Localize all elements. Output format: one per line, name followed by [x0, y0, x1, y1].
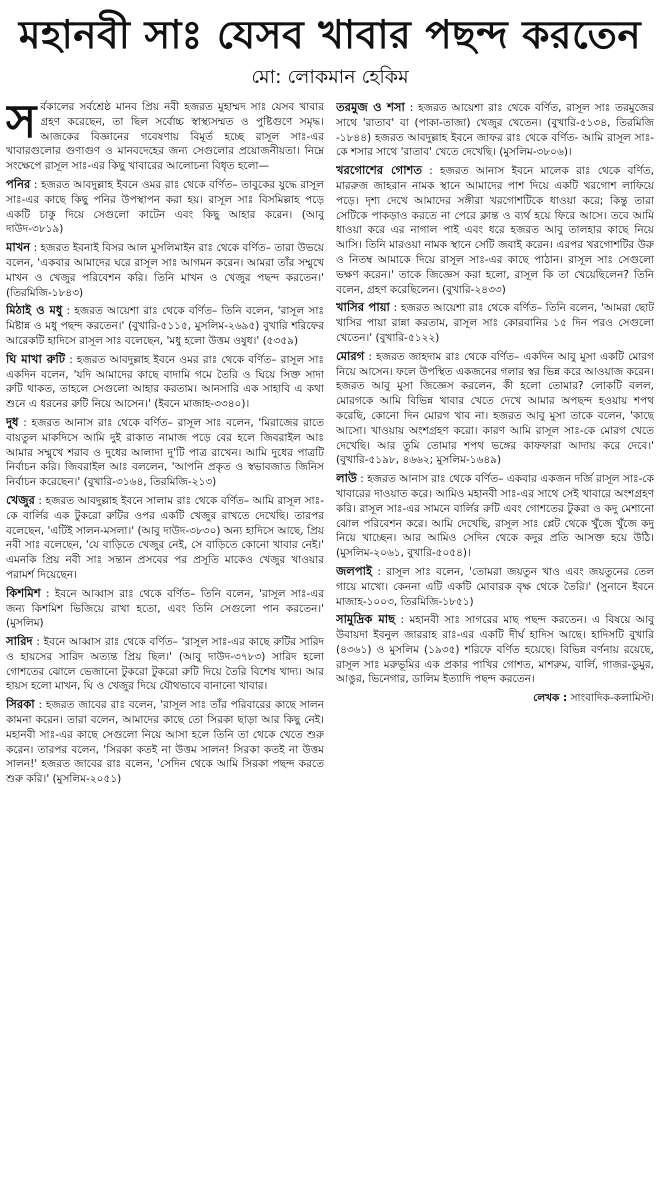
section-olive: জলপাই : রাসূল সাঃ বলেন, 'তোমরা জয়তুন খাও এবং জয়তুনের তেল গায়ে মাখো। কেননা এটি একটি মোবারক বৃক্ষ থেকে তৈরি।' (সুনানে ইবনে মাজাহ-১০০৩, তিরমিজি-১৮৫১): [336, 563, 654, 608]
section-heading: মিঠাই ও মধু: [6, 303, 63, 318]
intro-paragraph: [6, 100, 324, 174]
column-left: [6, 100, 324, 1194]
section-body: হজরত আয়েশা রাঃ থেকে বর্ণিত– তিনি বলেন, 'রাসূল সাঃ মিষ্টান্ন ও মধু পছন্দ করতেন।' (বুখারি-৫১১৫, মুসলিম-২৬৯৫) বুখারি শরিফের আরেকটি হাদিসে রাসূল সাঃ বলেছেন, 'মধু হলো উত্তম ওষুধ।' (৫৩৫৯): [6, 305, 324, 347]
section-body: হজরত ইবনাই বিসর আল মুসলিমাইন রাঃ থেকে বর্ণিত– তারা উভয়ে বলেন, 'একবার আমাদের ঘরে রাসূল সাঃ আগমন করেন। আমরা তাঁর সম্মুখে মাখন ও খেজুর পরিবেশন করি। তিনি মাখন ও খেজুর পছন্দ করতেন।' (তিরমিজি-১৮৪৩): [6, 242, 324, 299]
section-body: হজরত আয়েশা রাঃ থেকে বর্ণিত– তিনি বলেন, 'আমরা ছোট খাসির পায়া রান্না করতাম, রাসূল সাঃ কোরবানির ১৫ দিন পরও সেগুলো খেতেন।' (বুখারি-৫১২২): [336, 302, 654, 344]
section-heading: জলপাই: [336, 563, 372, 578]
section-paneer: পনির : হজরত আবদুল্লাহ ইবনে ওমর রাঃ থেকে বর্ণিত– তাবুকের যুদ্ধে রাসূল সাঃ-এর কাছে কিছু পনির উপস্থাপন করা হয়। রাসূল সাঃ বিসমিল্লাহ পড়ে একটি চাকু দিয়ে সেগুলো কাটেন এবং কিছু আহার করেন। (আবু দাউদ-৩৮১৯): [6, 176, 324, 236]
section-chicken: মোরগ : হজরত জাহদাম রাঃ থেকে বর্ণিত– একদিন আবু মুসা একটি মোরগ নিয়ে আসেন। ফলে উপস্থিত একজনের গলার স্বর ভিন্ন করে আওয়াজ করেন। হজরত আবু মুসা জিজ্ঞেস করলেন, কী হলো তোমার? লোকটি বলল, মোরগকে আমি বিভিন্ন খাবার খেতে দেখে আমার অপছন্দ হওয়ায় শপথ করেছি, কোনো দিন মোরগ খাব না। হজরত আবু মুসা তাকে বলেন, 'কাছে আসো। খাওয়ায় অংশগ্রহণ করো। কারণ আমি রাসূল সাঃ-কে মোরগ খেতে দেখেছি। আর তুমি তোমার শপথ ভঙ্গের কাফফারা আদায় করে দেবে।' (বুখারি-৫১৯৮, ৪৬৬২; মুসলিম-১৬৪৯): [336, 348, 654, 467]
section-goat-trotters: খাসির পায়া : হজরত আয়েশা রাঃ থেকে বর্ণিত– তিনি বলেন, 'আমরা ছোট খাসির পায়া রান্না করতাম, রাসূল সাঃ কোরবানির ১৫ দিন পরও সেগুলো খেতেন।' (বুখারি-৫১২২): [336, 300, 654, 344]
section-heading: কিশমিশ: [6, 585, 41, 600]
section-heading: খরগোশের গোশত: [336, 163, 422, 178]
intro-text: র্বকালের সর্বশ্রেষ্ঠ মানব প্রিয় নবী হজরত মুহাম্মদ সাঃ যেসব খাবার গ্রহণ করেছেন, তা ছিল সর্বোচ্চ স্বাস্থ্যসম্মত ও পুষ্টিগুণে সমৃদ্ধ। আজকের বিজ্ঞানের গবেষণায় বিমূর্ত হচ্ছে রাসূল সাঃ-এর খাবারগুলোর গুণাগুণ ও মানবদেহের জন্য সেগুলোর প্রয়োজনীয়তা। নিম্নে সংক্ষেপে রাসূল সাঃ-এর কিছু খাবারের আলোচনা বিধৃত হলো—: [6, 101, 324, 173]
section-body: ইবনে আব্বাস রাঃ থেকে বর্ণিত– 'রাসূল সাঃ-এর কাছে রুটির সারিদ ও হায়সের সারিদ অত্যন্ত প্রিয় ছিল।' (আবু দাউদ-৩৭৮৩) সারিদ হলো গোশতের ঝোলে ভেজানো টুকরো টুকরো রুটি দিয়ে তৈরি বিশেষ খাদ্য। আর হায়স হলো মাখন, ঘি ও খেজুর দিয়ে যৌথভাবে বানানো খাবার।: [6, 636, 324, 693]
headline: মহানবী সাঃ যেসব খাবার পছন্দ করতেন: [18, 13, 642, 58]
author-role: সাংবাদিক-কলামিস্ট।: [570, 692, 654, 705]
section-body: হজরত আবদুল্লাহ ইবনে ওমর রাঃ থেকে বর্ণিত– রাসূল সাঃ একদিন বলেন, 'যদি আমাদের কাছে বাদামি গমে তৈরি ও ঘিয়ে সিক্ত সাদা রুটি থাকত, তাহলে সেগুলো আহার করতাম। আনসারি এক সাহাবি এ কথা শুনে এ ধরনের রুটি নিয়ে আসেন।' (ইবনে মাজাহ-৩৩৪০)।: [6, 353, 324, 411]
section-gourd: লাউ : হজরত আনাস রাঃ থেকে বর্ণিত– একবার একজন দর্জি রাসূল সাঃ-কে খাবারের দাওয়াত করে। আমিও মহানবী সাঃ-এর সাথে সেই খাবারে অংশগ্রহণ করি। রাসূল সাঃ-এর সামনে বার্লির রুটি এবং গোশতের টুকরা ও কদু মেশানো ঝোল পরিবেশন করে। আমি দেখেছি, রাসূল সাঃ প্লেট থেকে খুঁজে খুঁজে কদু নিয়ে খাচ্ছেন। আর আমিও সেদিন থেকে কদুর প্রতি আসক্ত হয়ে উঠি। (মুসলিম-২০৬১, বুখারি-৫০৫৪)।: [336, 471, 654, 560]
section-body: মহানবী সাঃ সাগরের মাছ পছন্দ করতেন। এ বিষয়ে আবু উবায়দা ইবনুল জাররাহ রাঃ-এর একটি দীর্ঘ হাদিস আছে। হাদিসটি বুখারি (৪৩৬১) ও মুসলিম (১৯৩৫) শরিফে বর্ণিত হয়েছে। বিভিন্ন বর্ণনায় রয়েছে, রাসূল সাঃ মরুভূমির এক প্রকার পাখির গোশত, মাশরুম, বার্লি, গাজর-ডুমুর, আঙুর, ভিনেগার, ডালিম ইত্যাদি পছন্দ করতেন।: [336, 614, 654, 686]
section-sarid: সারিদ : ইবনে আব্বাস রাঃ থেকে বর্ণিত– 'রাসূল সাঃ-এর কাছে রুটির সারিদ ও হায়সের সারিদ অত্যন্ত প্রিয় ছিল।' (আবু দাউদ-৩৭৮৩) সারিদ হলো গোশতের ঝোলে ভেজানো টুকরো টুকরো রুটি দিয়ে তৈরি বিশেষ খাদ্য। আর হায়স হলো মাখন, ঘি ও খেজুর দিয়ে যৌথভাবে বানানো খাবার।: [6, 634, 324, 693]
section-body: হজরত জাবের রাঃ বলেন, 'রাসূল সাঃ তাঁর পরিবারের কাছে সালন কামনা করেন। তারা বলেন, আমাদের কাছে তো সিরকা ছাড়া আর কিছু নেই। মহানবী সাঃ-এর কাছে সেগুলো নিয়ে আসা হলে তিনি তা থেকে খেতে শুরু করেন। তারপর বলেন, 'সিরকা কতই না উত্তম সালন! সিরকা কতই না উত্তম সালন!' হজরত জাবের রাঃ বলেন, 'সেদিন থেকে আমি সিরকা পছন্দ করতে শুরু করি।' (মুসলিম-২০৫১): [6, 699, 324, 786]
section-raisins: কিশমিশ : ইবনে আব্বাস রাঃ থেকে বর্ণিত– তিনি বলেন, 'রাসূল সাঃ-এর জন্য কিশমিশ ভিজিয়ে রাখা হতো, এবং তিনি সেগুলো পান করতেন।' (মুসলিম): [6, 585, 324, 630]
section-heading: লাউ: [336, 471, 357, 486]
section-heading: দুধ: [6, 414, 19, 429]
section-body: হজরত আবদুল্লাহ ইবনে ওমর রাঃ থেকে বর্ণিত– তাবুকের যুদ্ধে রাসূল সাঃ-এর কাছে কিছু পনির উপস্থাপন করা হয়। রাসূল সাঃ বিসমিল্লাহ পড়ে একটি চাকু দিয়ে সেগুলো কাটেন এবং কিছু আহার করেন। (আবু দাউদ-৩৮১৯): [6, 178, 324, 236]
section-butter: মাখন : হজরত ইবনাই বিসর আল মুসলিমাইন রাঃ থেকে বর্ণিত– তারা উভয়ে বলেন, 'একবার আমাদের ঘরে রাসূল সাঃ আগমন করেন। আমরা তাঁর সম্মুখে মাখন ও খেজুর পরিবেশন করি। তিনি মাখন ও খেজুর পছন্দ করতেন।' (তিরমিজি-১৮৪৩): [6, 240, 324, 299]
section-heading: তরমুজ ও শসা: [336, 100, 405, 114]
section-heading: খেজুর: [6, 492, 35, 507]
section-heading: ঘি মাখা রুটি: [6, 351, 66, 366]
section-rabbit-meat: খরগোশের গোশত : হজরত আনাস ইবনে মালেক রাঃ থেকে বর্ণিত, মাররুজ জাহরান নামক স্থানে আমাদের পাশ দিয়ে একটি খরগোশ লাফিয়ে পড়ে। দৃশ্য দেখে আমাদের সঙ্গীরা খরগোশটিকে ধাওয়া করে; কিন্তু তারা সেটিকে পাকড়াও করতে না পেরে ক্লান্ত ও ব্যর্থ হয়ে ফিরে আসে। তবে আমি ধাওয়া করে এর নাগাল পাই এবং ধরে হজরত আবু তালহার কাছে নিয়ে আসি। তিনি মারওয়া নামক স্থানে সেটি জবাই করেন। এরপর খরগোশটির উরু ও নিতম্ব আমাকে দিয়ে রাসূল সাঃ-এর কাছে পাঠান। রাসূল সাঃ সেগুলো ভক্ষণ করেন।' তাকে জিজ্ঞেস করা হলো, রাসূল কি তা খেয়েছিলেন? তিনি বলেন, গ্রহণ করেছিলেন। (বুখারি-২৪৩৩): [336, 163, 654, 296]
author-label: লেখক :: [533, 692, 568, 705]
section-ghee-bread: ঘি মাখা রুটি : হজরত আবদুল্লাহ ইবনে ওমর রাঃ থেকে বর্ণিত– রাসূল সাঃ একদিন বলেন, 'যদি আমাদের কাছে বাদামি গমে তৈরি ও ঘিয়ে সিক্ত সাদা রুটি থাকত, তাহলে সেগুলো আহার করতাম। আনসারি এক সাহাবি এ কথা শুনে এ ধরনের রুটি নিয়ে আসেন।' (ইবনে মাজাহ-৩৩৪০)।: [6, 351, 324, 411]
section-body: হজরত আবদুল্লাহ ইবনে সালাম রাঃ থেকে বর্ণিত– আমি রাসূল সাঃ-কে বার্লির এক টুকরো রুটির ওপর একটি খেজুর রাখতে দেখেছি। তারপর বলেছেন, 'এটিই সালন-মসলা।' (আবু দাউদ-৩৮৩০) অন্য হাদিসে আছে, প্রিয় নবী সাঃ বলেছেন, 'যে বাড়িতে খেজুর নেই, সে বাড়িতে কোনো খাবার নেই।' এমনকি প্রিয় নবী সাঃ সন্তান প্রসবের পর প্রসূতি মাকেও খেজুর খাওয়ার পরামর্শ দিয়েছেন।: [6, 494, 324, 581]
section-vinegar: সিরকা : হজরত জাবের রাঃ বলেন, 'রাসূল সাঃ তাঁর পরিবারের কাছে সালন কামনা করেন। তারা বলেন, আমাদের কাছে তো সিরকা ছাড়া আর কিছু নেই। মহানবী সাঃ-এর কাছে সেগুলো নিয়ে আসা হলে তিনি তা থেকে খেতে শুরু করেন। তারপর বলেন, 'সিরকা কতই না উত্তম সালন! সিরকা কতই না উত্তম সালন!' হজরত জাবের রাঃ বলেন, 'সেদিন থেকে আমি সিরকা পছন্দ করতে শুরু করি।' (মুসলিম-২০৫১): [6, 697, 324, 786]
section-body: হজরত আনাস রাঃ থেকে বর্ণিত– রাসূল সাঃ বলেন, 'মিরাজের রাতে বায়তুল মাকদিসে আমি দুই রাকাত নামাজ পড়ে বের হলে জিবরাইল আঃ আমার সম্মুখে শরাব ও দুধের আলাদা দু'টি পাত্র রাখেন। আমি দুধের পাত্রটি নির্বাচন করি। জিবরাইল আঃ বললেন, 'আপনি প্রকৃত ও স্বভাবজাত জিনিস নির্বাচন করেছেন।' (বুখারি-৩১৬৪, তিরমিজি-২১৩): [6, 416, 324, 489]
byline: মো: লোকমান হেকিম: [251, 66, 409, 88]
section-milk: দুধ : হজরত আনাস রাঃ থেকে বর্ণিত– রাসূল সাঃ বলেন, 'মিরাজের রাতে বায়তুল মাকদিসে আমি দুই রাকাত নামাজ পড়ে বের হলে জিবরাইল আঃ আমার সম্মুখে শরাব ও দুধের আলাদা দু'টি পাত্র রাখেন। আমি দুধের পাত্রটি নির্বাচন করি। জিবরাইল আঃ বললেন, 'আপনি প্রকৃত ও স্বভাবজাত জিনিস নির্বাচন করেছেন।' (বুখারি-৩১৬৪, তিরমিজি-২১৩): [6, 414, 324, 489]
section-sweets-honey: মিঠাই ও মধু : হজরত আয়েশা রাঃ থেকে বর্ণিত– তিনি বলেন, 'রাসূল সাঃ মিষ্টান্ন ও মধু পছন্দ করতেন।' (বুখারি-৫১১৫, মুসলিম-২৬৯৫) বুখারি শরিফের আরেকটি হাদিসে রাসূল সাঃ বলেছেন, 'মধু হলো উত্তম ওষুধ।' (৫৩৫৯): [6, 303, 324, 347]
section-heading: সারিদ: [6, 634, 33, 649]
section-body: রাসূল সাঃ বলেন, 'তোমরা জয়তুন খাও এবং জয়তুনের তেল গায়ে মাখো। কেননা এটি একটি মোবারক বৃক্ষ থেকে তৈরি।' (সুনানে ইবনে মাজাহ-১০০৩, তিরমিজি-১৮৫১): [336, 565, 654, 608]
drop-cap: স: [6, 100, 37, 148]
section-body: ইবনে আব্বাস রাঃ থেকে বর্ণিত– তিনি বলেন, 'রাসূল সাঃ-এর জন্য কিশমিশ ভিজিয়ে রাখা হতো, এবং তিনি সেগুলো পান করতেন।' (মুসলিম): [6, 587, 324, 630]
section-heading: সিরকা: [6, 697, 35, 712]
section-heading: মাখন: [6, 240, 31, 255]
section-heading: সামুদ্রিক মাছ: [336, 612, 396, 627]
section-body: হজরত আয়েশা রাঃ থেকে বর্ণিত, রাসূল সাঃ তরমুজের সাথে 'রাতাব' বা (পাকা-তাজা) খেজুর খেতেন। (বুখারি-৫১৩৪, তিরমিজি -১৮৪৪) হজরত আবদুল্লাহ ইবনে জাফর রাঃ থেকে বর্ণিত- আমি রাসূল সাঃ-কে শসার সাথে 'রাতাব' খেতে দেখেছি। (মুসলিম-৩৮০৬)।: [336, 102, 654, 159]
section-watermelon-cucumber: তরমুজ ও শসা : হজরত আয়েশা রাঃ থেকে বর্ণিত, রাসূল সাঃ তরমুজের সাথে 'রাতাব' বা (পাকা-তাজা) খেজুর খেতেন। (বুখারি-৫১৩৪, তিরমিজি -১৮৪৪) হজরত আবদুল্লাহ ইবনে জাফর রাঃ থেকে বর্ণিত- আমি রাসূল সাঃ-কে শসার সাথে 'রাতাব' খেতে দেখেছি। (মুসলিম-৩৮০৬)।: [336, 100, 654, 159]
section-heading: পনির: [6, 176, 31, 191]
section-sea-fish: সামুদ্রিক মাছ : মহানবী সাঃ সাগরের মাছ পছন্দ করতেন। এ বিষয়ে আবু উবায়দা ইবনুল জাররাহ রাঃ-এর একটি দীর্ঘ হাদিস আছে। হাদিসটি বুখারি (৪৩৬১) ও মুসলিম (১৯৩৫) শরিফে বর্ণিত হয়েছে। বিভিন্ন বর্ণনায় রয়েছে, রাসূল সাঃ মরুভূমির এক প্রকার পাখির গোশত, মাশরুম, বার্লি, গাজর-ডুমুর, আঙুর, ভিনেগার, ডালিম ইত্যাদি পছন্দ করতেন।: [336, 612, 654, 686]
column-right: [336, 100, 654, 1194]
section-dates: খেজুর : হজরত আবদুল্লাহ ইবনে সালাম রাঃ থেকে বর্ণিত– আমি রাসূল সাঃ-কে বার্লির এক টুকরো রুটির ওপর একটি খেজুর রাখতে দেখেছি। তারপর বলেছেন, 'এটিই সালন-মসলা।' (আবু দাউদ-৩৮৩০) অন্য হাদিসে আছে, প্রিয় নবী সাঃ বলেছেন, 'যে বাড়িতে খেজুর নেই, সে বাড়িতে কোনো খাবার নেই।' এমনকি প্রিয় নবী সাঃ সন্তান প্রসবের পর প্রসূতি মাকেও খেজুর খাওয়ার পরামর্শ দিয়েছেন।: [6, 492, 324, 581]
section-body: হজরত জাহদাম রাঃ থেকে বর্ণিত– একদিন আবু মুসা একটি মোরগ নিয়ে আসেন। ফলে উপস্থিত একজনের গলার স্বর ভিন্ন করে আওয়াজ করেন। হজরত আবু মুসা জিজ্ঞেস করলেন, কী হলো তোমার? লোকটি বলল, মোরগকে আমি বিভিন্ন খাবার খেতে দেখে আমার অপছন্দ হওয়ায় শপথ করেছি, কোনো দিন মোরগ খাব না। হজরত আবু মুসা তাকে বলেন, 'কাছে আসো। খাওয়ায় অংশগ্রহণ করো। কারণ আমি রাসূল সাঃ-কে মোরগ খেতে দেখেছি। আর তুমি তোমার শপথ ভঙ্গের কাফফারা আদায় করে দেবে।' (বুখারি-৫১৯৮, ৪৬৬২; মুসলিম-১৬৪৯): [336, 350, 654, 467]
section-body: হজরত আনাস রাঃ থেকে বর্ণিত– একবার একজন দর্জি রাসূল সাঃ-কে খাবারের দাওয়াত করে। আমিও মহানবী সাঃ-এর সাথে সেই খাবারে অংশগ্রহণ করি। রাসূল সাঃ-এর সামনে বার্লির রুটি এবং গোশতের টুকরা ও কদু মেশানো ঝোল পরিবেশন করে। আমি দেখেছি, রাসূল সাঃ প্লেট থেকে খুঁজে খুঁজে কদু নিয়ে খাচ্ছেন। আর আমিও সেদিন থেকে কদুর প্রতি আসক্ত হয়ে উঠি। (মুসলিম-২০৬১, বুখারি-৫০৫৪)।: [336, 473, 654, 560]
section-heading: খাসির পায়া: [336, 300, 390, 315]
section-body: হজরত আনাস ইবনে মালেক রাঃ থেকে বর্ণিত, মাররুজ জাহরান নামক স্থানে আমাদের পাশ দিয়ে একটি খরগোশ লাফিয়ে পড়ে। দৃশ্য দেখে আমাদের সঙ্গীরা খরগোশটিকে ধাওয়া করে; কিন্তু তারা সেটিকে পাকড়াও করতে না পেরে ক্লান্ত ও ব্যর্থ হয়ে ফিরে আসে। তবে আমি ধাওয়া করে এর নাগাল পাই এবং ধরে হজরত আবু তালহার কাছে নিয়ে আসি। তিনি মারওয়া নামক স্থানে সেটি জবাই করেন। এরপর খরগোশটির উরু ও নিতম্ব আমাকে দিয়ে রাসূল সাঃ-এর কাছে পাঠান। রাসূল সাঃ সেগুলো ভক্ষণ করেন।' তাকে জিজ্ঞেস করা হলো, রাসূল কি তা খেয়েছিলেন? তিনি বলেন, গ্রহণ করেছিলেন। (বুখারি-২৪৩৩): [336, 165, 654, 296]
article-body: [6, 100, 654, 1194]
author-credit: [336, 691, 654, 706]
section-heading: মোরগ: [336, 348, 365, 363]
